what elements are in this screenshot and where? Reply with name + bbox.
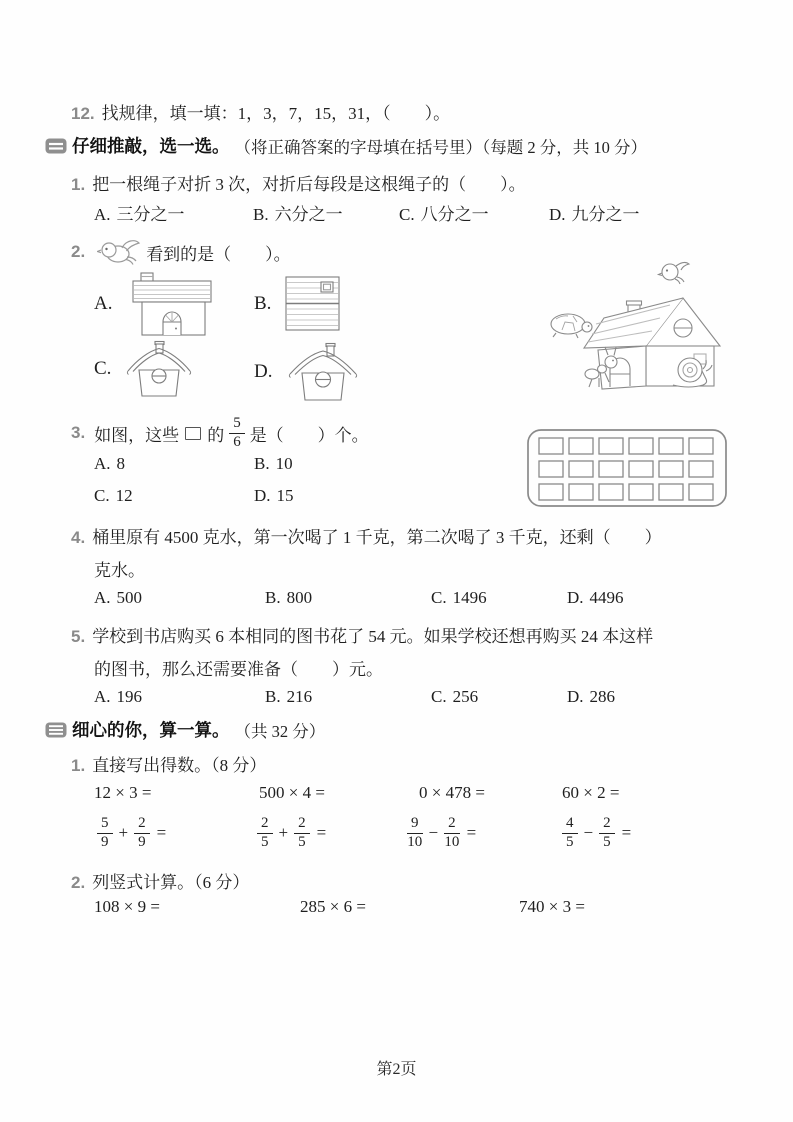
calc-q2: 2. 列竖式计算。（6 分） xyxy=(71,873,250,892)
option-c: C. 1496 xyxy=(431,588,487,607)
calc-q1-row2 xyxy=(94,816,631,851)
equation: 108 × 9 = xyxy=(94,897,160,916)
choice-q5-line1: 5. 学校到书店购买 6 本相同的图书花了 54 元。如果学校还想再购买 24 本这样 xyxy=(71,627,654,646)
question-number: 2. xyxy=(71,873,86,892)
turtle-icon xyxy=(551,314,592,338)
fraction-equation: $\frac{9}{10}$ − $\frac{2}{10}$ = xyxy=(407,815,477,850)
choice-q2-option-a: A. xyxy=(94,272,218,336)
choice-q3-options-row1 xyxy=(94,454,293,474)
choice-q3: 3. 如图，这些 的 $\frac{5}{6}$ 是（ ）个。 xyxy=(71,415,369,450)
option-b: B. 六分之一 xyxy=(253,205,343,224)
option-a: A. 8 xyxy=(94,454,126,473)
choice-q3-options-row2 xyxy=(94,486,294,506)
question-text: 看到的是（ ）。 xyxy=(146,244,291,264)
choice-q4-line1: 4. 桶里原有 4500 克水，第一次喝了 1 千克，第二次喝了 3 千克，还剩（ ） xyxy=(71,528,662,547)
choice-q5-options xyxy=(94,687,615,707)
section-title: 仔细推敲，选一选。 xyxy=(72,136,230,156)
option-d: D. 286 xyxy=(567,687,616,706)
section-title: 细心的你，算一算。 xyxy=(72,720,230,740)
option-a: A. 196 xyxy=(94,687,143,706)
choice-q4-line2: 克水。 xyxy=(94,561,145,580)
house-top-view xyxy=(285,276,341,332)
house-scene-illustration xyxy=(542,256,760,396)
equation: 12 × 3 = xyxy=(94,783,152,802)
option-d: D. 15 xyxy=(254,486,294,505)
booklet-lines-icon xyxy=(45,138,67,154)
question-number: 1. xyxy=(71,756,86,775)
fraction-equation: $\frac{5}{9}$ + $\frac{2}{9}$ = xyxy=(94,816,254,851)
question-number: 12. xyxy=(71,104,95,123)
equation: 60 × 2 = xyxy=(562,783,620,802)
equation: 500 × 4 = xyxy=(259,783,325,802)
section-calc-header xyxy=(45,717,325,742)
equation: 740 × 3 = xyxy=(519,897,585,916)
choice-q1-options xyxy=(94,200,640,225)
choice-q4-options xyxy=(94,588,624,608)
option-d: D. 九分之一 xyxy=(549,205,640,224)
booklet-lines-icon xyxy=(45,722,67,738)
section-choice-header xyxy=(45,133,647,158)
option-c: C. 八分之一 xyxy=(399,205,489,224)
section-note: （共 32 分） xyxy=(234,721,326,741)
house-gable-view-small xyxy=(125,340,193,398)
flying-bird-icon xyxy=(97,238,141,266)
choice-q2-option-b: B. xyxy=(254,276,341,332)
section-note: （将正确答案的字母填在括号里）（每题 2 分，共 10 分） xyxy=(234,137,647,157)
question-number: 1. xyxy=(71,175,86,194)
fraction-equation: $\frac{2}{5}$ + $\frac{2}{5}$ = xyxy=(254,816,404,851)
house-front-view xyxy=(126,272,218,336)
choice-q2-option-d: D. xyxy=(254,342,360,402)
house-gable-view-large xyxy=(286,342,360,402)
question-text: 把一根绳子对折 3 次，对折后每段是这根绳子的（ ）。 xyxy=(92,175,526,194)
choice-q2-option-c: C. xyxy=(94,340,193,398)
fraction-equation: $\frac{4}{5}$ − $\frac{2}{5}$ = xyxy=(559,816,631,851)
question-number: 4. xyxy=(71,528,86,547)
option-b: B. 800 xyxy=(265,588,313,607)
question-text: 找规律，填一填：1，3，7，15，31，（ ）。 xyxy=(101,104,451,123)
choice-q1 xyxy=(71,170,526,195)
calc-q1: 1. 直接写出得数。（8 分） xyxy=(71,756,267,775)
calc-q2-row xyxy=(94,897,585,917)
small-square-outline xyxy=(185,427,201,440)
question-12 xyxy=(71,99,450,124)
question-number: 3. xyxy=(71,423,86,443)
equation: 0 × 478 = xyxy=(419,783,485,802)
choice-q2 xyxy=(71,238,291,266)
bird-icon xyxy=(659,262,690,284)
question-text: 如图，这些 xyxy=(94,425,180,445)
question-number: 5. xyxy=(71,627,86,646)
option-c: C. 12 xyxy=(94,486,133,505)
choice-q5-line2: 的图书，那么还需要准备（ ）元。 xyxy=(94,660,383,679)
option-a: A. 三分之一 xyxy=(94,205,185,224)
squares-grid-illustration xyxy=(527,429,727,507)
option-a: A. 500 xyxy=(94,588,143,607)
calc-q1-row1 xyxy=(94,783,619,803)
page-number: 第2页 xyxy=(376,1061,417,1078)
option-b: B. 216 xyxy=(265,687,313,706)
option-c: C. 256 xyxy=(431,687,479,706)
question-number: 2. xyxy=(71,242,86,261)
equation: 285 × 6 = xyxy=(300,897,366,916)
option-d: D. 4496 xyxy=(567,588,624,607)
option-b: B. 10 xyxy=(254,454,293,473)
fraction-5-6: $\frac{5}{6}$ xyxy=(229,416,245,451)
